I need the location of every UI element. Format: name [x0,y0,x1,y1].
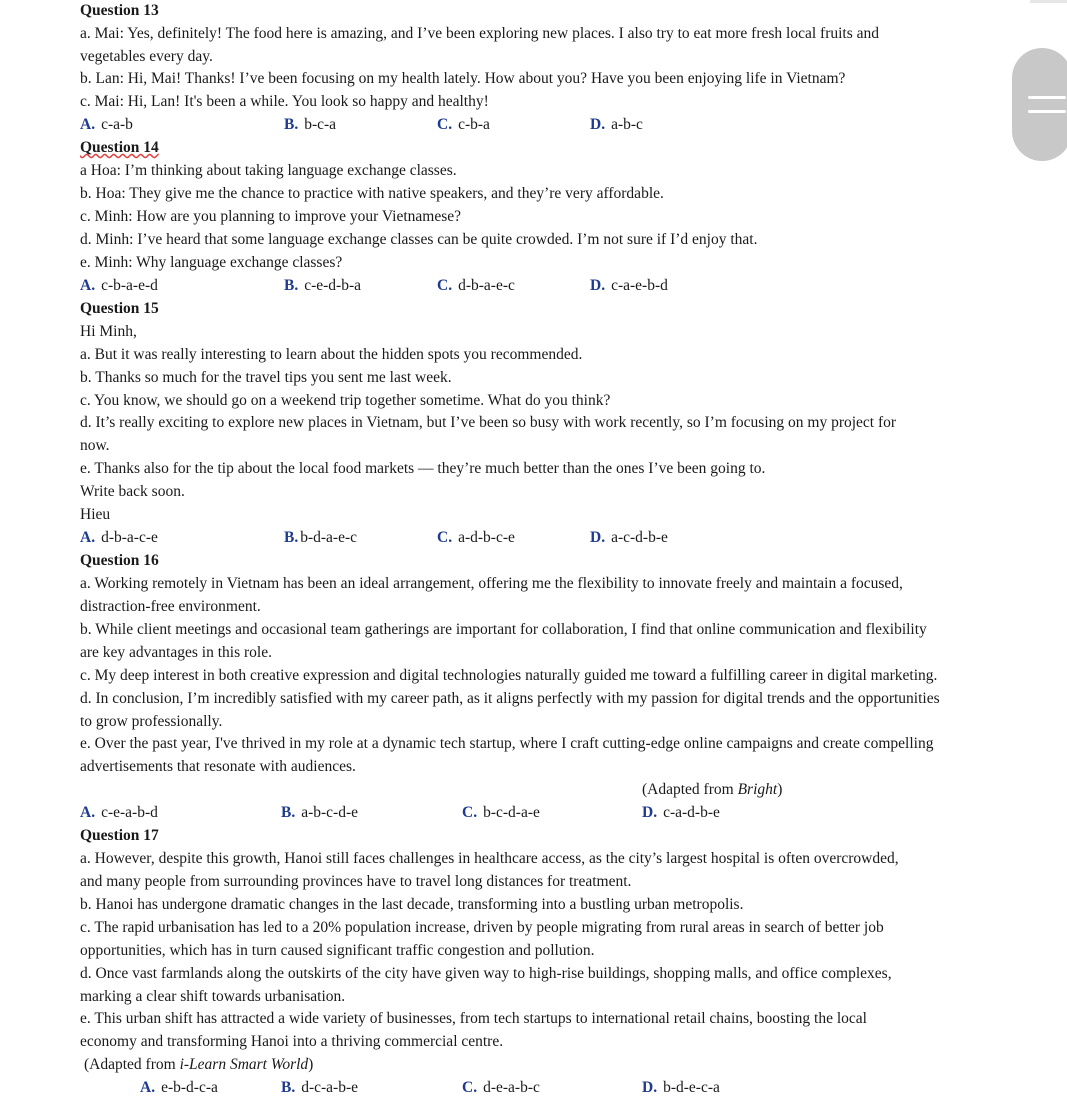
question-13-line: a. Mai: Yes, definitely! The food here is amazing, and I’ve been exploring new places. I also try to eat more fresh local fruits and [80,25,879,42]
question-14-title [80,138,159,158]
question-15-option-c: C. a-d-b-c-e [437,529,515,546]
question-17-line: and many people from surrounding provinces have to travel long distances for treatment. [80,873,632,890]
question-14-line: e. Minh: Why language exchange classes? [80,254,343,271]
question-17-option-a: A. e-b-d-c-a [140,1079,218,1096]
question-15-line: a. But it was really interesting to learn about the hidden spots you recommended. [80,346,583,363]
spellcheck-underline: Question 14 [80,139,159,156]
letter-closing: Write back soon. [80,483,185,500]
question-15-title: Question 15 [80,300,159,317]
question-17-source: (Adapted from i-Learn Smart World) [84,1056,314,1073]
question-13-line: c. Mai: Hi, Lan! It's been a while. You look so happy and healthy! [80,93,489,110]
question-17-line: a. However, despite this growth, Hanoi still faces challenges in healthcare access, as the city’s largest hospital is often overcrowded, [80,850,899,867]
question-17-line: marking a clear shift towards urbanisation. [80,988,346,1005]
window-edge [1030,0,1067,3]
question-15-line: c. You know, we should go on a weekend trip together sometime. What do you think? [80,392,611,409]
question-17-line: e. This urban shift has attracted a wide variety of businesses, from tech startups to international retail chains, boosting the local [80,1010,867,1027]
drag-handle-icon [1028,110,1066,113]
question-14-option-a: A. c-b-a-e-d [80,277,158,294]
question-15-line: now. [80,437,110,454]
question-16-line: c. My deep interest in both creative expression and digital technologies naturally guided me toward a fulfilling career in digital marketing. [80,667,938,684]
question-16-line: are key advantages in this role. [80,644,272,661]
question-15-line: e. Thanks also for the tip about the local food markets — they’re much better than the ones I’ve been going to. [80,460,766,477]
question-17-line: b. Hanoi has undergone dramatic changes in the last decade, transforming into a bustling urban metropolis. [80,896,744,913]
question-16-line: d. In conclusion, I’m incredibly satisfied with my career path, as it aligns perfectly with my passion for digital trends and the opportunities [80,690,940,707]
question-15-line: b. Thanks so much for the travel tips you sent me last week. [80,369,452,386]
question-17-option-d: D. b-d-e-c-a [642,1079,720,1096]
question-15-option-d: D. a-c-d-b-e [590,529,668,546]
question-13-option-a: A. c-a-b [80,116,133,133]
question-16-title: Question 16 [80,552,159,569]
question-16-line: to grow professionally. [80,713,223,730]
question-13-title: Question 13 [80,2,159,19]
question-17-line: c. The rapid urbanisation has led to a 20% population increase, driven by people migrating from rural areas in search of better job [80,919,884,936]
question-16-line: b. While client meetings and occasional team gatherings are important for collaboration, I find that online communication and flexibility [80,621,927,638]
drag-handle-icon [1028,96,1066,99]
question-17-line: d. Once vast farmlands along the outskirts of the city have given way to high-rise buildings, shopping malls, and office complexes, [80,965,892,982]
question-14-line: b. Hoa: They give me the chance to practice with native speakers, and they’re very affordable. [80,185,664,202]
question-13-option-d: D. a-b-c [590,116,643,133]
floating-scroll-handle[interactable] [1012,48,1067,161]
question-14-line: a Hoa: I’m thinking about taking language exchange classes. [80,162,457,179]
question-13-option-c: C. c-b-a [437,116,490,133]
question-15-option-a: A. d-b-a-c-e [80,529,158,546]
question-16-line: e. Over the past year, I've thrived in my role at a dynamic tech startup, where I craft cutting-edge online campaigns and create compelling [80,735,934,752]
question-13-line: vegetables every day. [80,48,213,65]
question-16-line: advertisements that resonate with audiences. [80,758,356,775]
question-14-option-c: C. d-b-a-e-c [437,277,515,294]
question-13-line: b. Lan: Hi, Mai! Thanks! I’ve been focusing on my health lately. How about you? Have you been enjoying life in Vietnam? [80,70,846,87]
question-16-option-a: A. c-e-a-b-d [80,804,158,821]
question-16-source: (Adapted from Bright) [642,781,783,798]
question-17-title: Question 17 [80,827,159,844]
question-15-option-b: B. b-d-a-e-c [284,529,358,546]
question-14-line: c. Minh: How are you planning to improve your Vietnamese? [80,208,462,225]
question-14-option-b: B. c-e-d-b-a [284,277,362,294]
question-16-option-b: B. a-b-c-d-e [281,804,359,821]
question-17-line: opportunities, which has in turn caused significant traffic congestion and pollution. [80,942,595,959]
question-17-option-b: B. d-c-a-b-e [281,1079,359,1096]
question-17-line: economy and transforming Hanoi into a thriving commercial centre. [80,1033,504,1050]
question-16-option-d: D. c-a-d-b-e [642,804,720,821]
letter-signature: Hieu [80,506,111,523]
letter-greeting: Hi Minh, [80,323,137,340]
question-16-option-c: C. b-c-d-a-e [462,804,540,821]
question-16-line: distraction-free environment. [80,598,261,615]
question-13-option-b: B. b-c-a [284,116,337,133]
question-14-option-d: D. c-a-e-b-d [590,277,668,294]
question-14-line: d. Minh: I’ve heard that some language exchange classes can be quite crowded. I’m not sure if I’d enjoy that. [80,231,758,248]
question-15-line: d. It’s really exciting to explore new places in Vietnam, but I’ve been so busy with work recently, so I’m focusing on my project for [80,414,897,431]
question-17-option-c: C. d-e-a-b-c [462,1079,540,1096]
question-16-line: a. Working remotely in Vietnam has been an ideal arrangement, offering me the flexibility to innovate freely and maintain a focused, [80,575,903,592]
